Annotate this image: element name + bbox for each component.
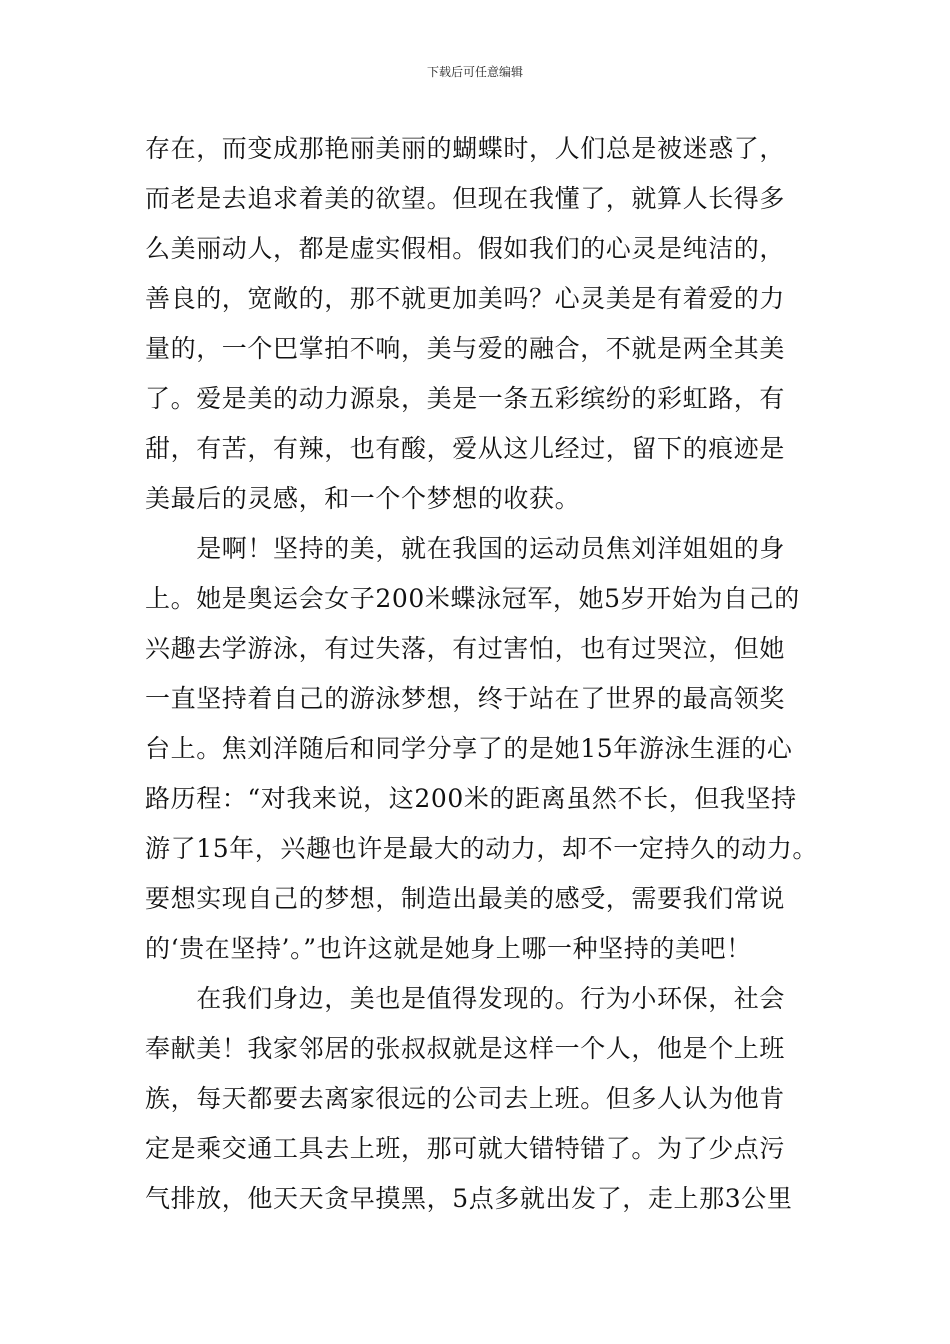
text-line-22: 气排放，他天天贪早摸黑，5点多就出发了，走上那3公里 xyxy=(145,1184,793,1213)
text-line-17: 的‘贵在坚持’。”也许这就是她身上哪一种坚持的美吧！ xyxy=(145,934,752,963)
text-line-3: 么美丽动人，都是虚实假相。假如我们的心灵是纯洁的， xyxy=(145,234,786,263)
text-line-10: 上。她是奥运会女子200米蝶泳冠军，她5岁开始为自己的 xyxy=(145,584,800,613)
text-line-18: 在我们身边，美也是值得发现的。行为小环保，社会 xyxy=(145,984,786,1013)
text-line-15: 游了15年，兴趣也许是最大的动力，却不一定持久的动力。 xyxy=(145,834,819,863)
text-line-9: 是啊！坚持的美，就在我国的运动员焦刘洋姐姐的身 xyxy=(145,534,786,563)
text-line-21: 定是乘交通工具去上班，那可就大错特错了。为了少点污 xyxy=(145,1134,786,1163)
text-line-16: 要想实现自己的梦想，制造出最美的感受，需要我们常说 xyxy=(145,884,786,913)
document-body xyxy=(145,124,820,1224)
text-line-8: 美最后的灵感，和一个个梦想的收获。 xyxy=(145,484,581,513)
text-line-19: 奉献美！我家邻居的张叔叔就是这样一个人，他是个上班 xyxy=(145,1034,786,1063)
text-line-6: 了。爱是美的动力源泉，美是一条五彩缤纷的彩虹路，有 xyxy=(145,384,786,413)
text-line-20: 族，每天都要去离家很远的公司去上班。但多人认为他肯 xyxy=(145,1084,786,1113)
text-line-2: 而老是去追求着美的欲望。但现在我懂了，就算人长得多 xyxy=(145,184,786,213)
text-line-12: 一直坚持着自己的游泳梦想，终于站在了世界的最高领奖 xyxy=(145,684,786,713)
text-line-4: 善良的，宽敞的，那不就更加美吗？心灵美是有着爱的力 xyxy=(145,284,786,313)
page-header: 下载后可任意编辑 xyxy=(426,65,523,79)
text-line-13: 台上。焦刘洋随后和同学分享了的是她15年游泳生涯的心 xyxy=(145,734,793,763)
text-line-11: 兴趣去学游泳，有过失落，有过害怕，也有过哭泣，但她 xyxy=(145,634,786,663)
text-line-14: 路历程：“对我来说，这200米的距离虽然不长，但我坚持 xyxy=(145,784,797,813)
text-line-5: 量的，一个巴掌拍不响，美与爱的融合，不就是两全其美 xyxy=(145,334,786,363)
text-line-1: 存在，而变成那艳丽美丽的蝴蝶时，人们总是被迷惑了， xyxy=(145,134,786,163)
text-line-7: 甜，有苦，有辣，也有酸，爱从这儿经过，留下的痕迹是 xyxy=(145,434,786,463)
